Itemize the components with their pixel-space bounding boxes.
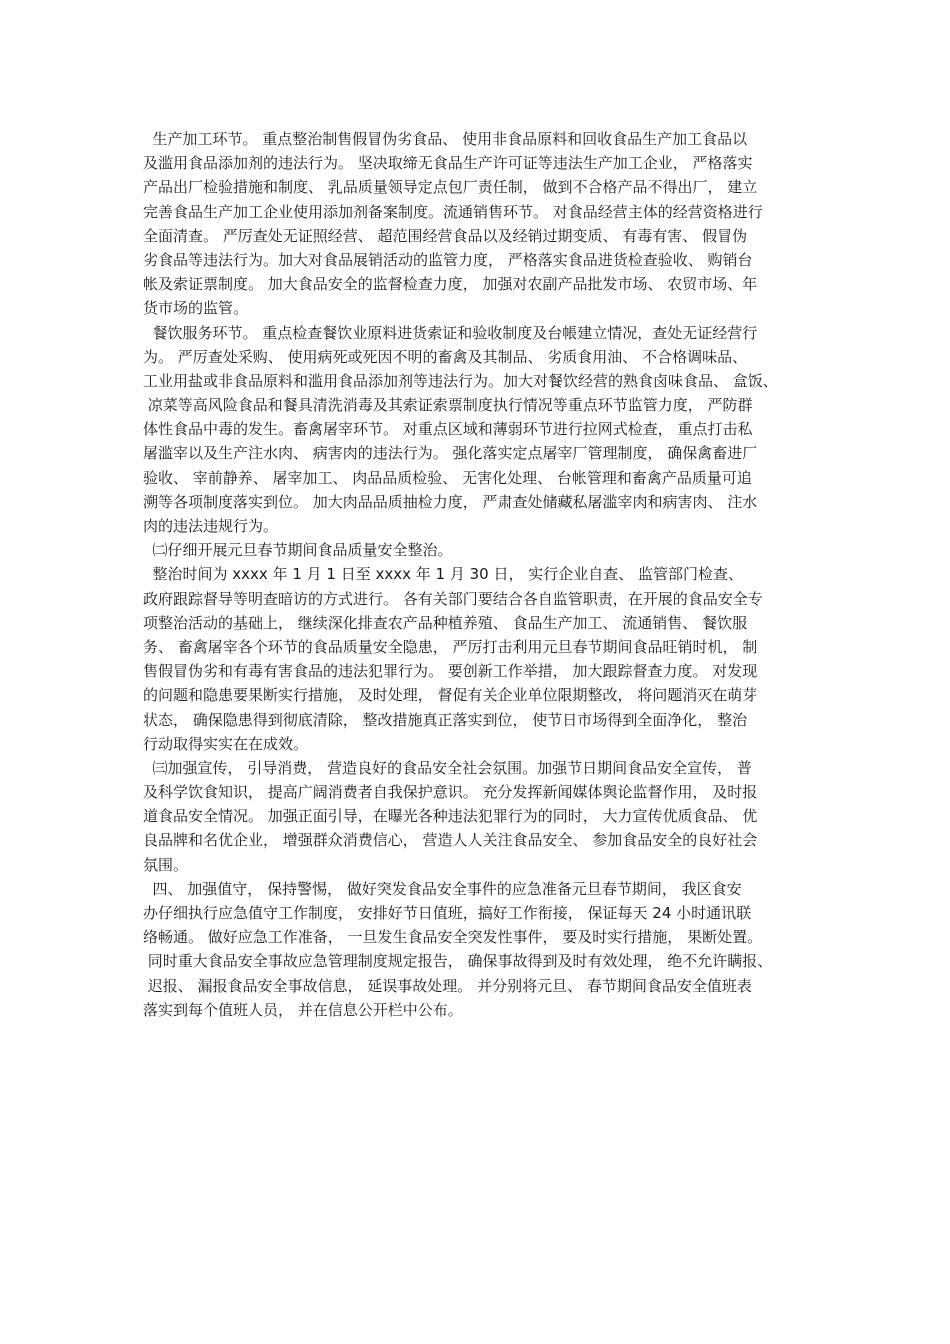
text-line: ㈢加强宣传， 引导消费， 营造良好的食品安全社会氛围。加强节日期间食品安全宣传， 普	[143, 758, 752, 777]
text-line: 同时重大食品安全事故应急管理制度规定报告， 确保事故得到及时有效处理， 绝不允许瞒报、	[143, 952, 773, 971]
text-line: 餐饮服务环节。 重点检查餐饮业原料进货索证和验收制度及台帳建立情况，查处无证经营行	[143, 323, 758, 342]
text-line: 劣食品等违法行为。加大对食品展销活动的监管力度， 严格落实食品进货检查验收、 购销台	[143, 250, 753, 269]
text-line: 溯等各项制度落实到位。 加大肉品品质抽检力度， 严肃查处储藏私屠滥宰肉和病害肉、 注水	[143, 492, 758, 511]
text-line: 完善食品生产加工企业使用添加剂备案制度。流通销售环节。 对食品经营主体的经营资格进行	[143, 202, 763, 221]
text-line: 政府跟踪督导等明查暗访的方式进行。 各有关部门要结合各自监管职责，在开展的食品安全专	[143, 589, 763, 608]
text-line: ㈡仔细开展元旦春节期间食品质量安全整治。	[143, 541, 453, 560]
text-line: 办仔细执行应急值守工作制度， 安排好节日值班，搞好工作衔接， 保证每天 24 小时通讯联	[143, 904, 752, 922]
text-line: 状态， 确保隐患得到彻底清除， 整改措施真正落实到位， 使节日市场得到全面净化， 整治	[143, 710, 748, 729]
text-line: 验收、 宰前静养、 屠宰加工、 肉品品质检验、 无害化处理、 台帐管理和畜禽产品质量可追	[143, 468, 752, 487]
text-line: 氛围。	[143, 855, 189, 874]
text-line: 为。 严厉查处采购、 使用病死或死因不明的畜禽及其制品、 劣质食用油、 不合格调味品、	[143, 347, 748, 366]
document-body	[143, 127, 823, 1022]
text-line: 落实到每个值班人员， 并在信息公开栏中公布。	[143, 1000, 463, 1019]
text-line: 务、 畜禽屠宰各个环节的食品质量安全隐患， 严厉打击利用元旦春节期间食品旺销时机， 制	[143, 637, 758, 656]
text-line: 及滥用食品添加剂的违法行为。 坚决取缔无食品生产许可证等违法生产加工企业， 严格落实	[143, 154, 753, 173]
text-line: 生产加工环节。 重点整治制售假冒伪劣食品、 使用非食品原料和回收食品生产加工食品以	[143, 130, 748, 148]
text-line: 屠滥宰以及生产注水肉、 病害肉的违法行为。 强化落实定点屠宰厂管理制度， 确保禽畜进厂	[143, 444, 758, 463]
text-line: 迟报、 漏报食品安全事故信息， 延误事故处理。 并分别将元旦、 春节期间食品安全值班表	[143, 976, 752, 995]
text-line: 体性食品中毒的发生。畜禽屠宰环节。 对重点区域和薄弱环节进行拉网式检查， 重点打击私	[143, 420, 753, 439]
text-line: 凉菜等高风险食品和餐具清洗消毒及其索证索票制度执行情况等重点环节监管力度， 严防群	[143, 396, 753, 415]
text-line: 络畅通。 做好应急工作准备， 一旦发生食品安全突发性事件， 要及时实行措施， 果断处置。	[143, 928, 763, 947]
text-line: 道食品安全情况。 加强正面引导，在曝光各种违法犯罪行为的同时， 大力宣传优质食品、 优	[143, 807, 758, 826]
text-line: 的问题和隐患要果断实行措施， 及时处理， 督促有关企业单位限期整改， 将问题消灭在萌芽	[143, 686, 758, 705]
text-line: 售假冒伪劣和有毒有害食品的违法犯罪行为。 要创新工作举措， 加大跟踪督查力度。 对发现	[143, 662, 758, 681]
text-line: 四、 加强值守， 保持警惕， 做好突发食品安全事件的应急准备元旦春节期间， 我区食安	[143, 879, 742, 898]
text-line: 全面清查。 严厉查处无证照经营、 超范围经营食品以及经销过期变质、 有毒有害、 假冒伪	[143, 226, 748, 245]
text-line: 项整治活动的基础上， 继续深化排查农产品种植养殖、 食品生产加工、 流通销售、 餐饮服	[143, 613, 748, 632]
text-line: 货市场的监管。	[143, 299, 249, 318]
text-line: 工业用盐或非食品原料和滥用食品添加剂等违法行为。加大对餐饮经营的熟食卤味食品、 盒饭、	[143, 371, 778, 390]
text-line: 整治时间为 xxxx 年 1 月 1 日至 xxxx 年 1 月 30 日， 实行企业自查、 监管部门检查、	[143, 565, 744, 584]
text-line: 良品牌和名优企业， 增强群众消费信心， 营造人人关注食品安全、 参加食品安全的良好社会	[143, 831, 758, 850]
text-line: 及科学饮食知识， 提高广阔消费者自我保护意识。 充分发挥新闻媒体舆论监督作用， 及时报	[143, 783, 758, 802]
text-line: 帐及索证票制度。 加大食品安全的监督检查力度， 加强对农副产品批发市场、 农贸市场、年	[143, 275, 758, 294]
text-line: 行动取得实实在在成效。	[143, 734, 309, 753]
text-line: 肉的违法违规行为。	[143, 517, 279, 535]
text-line: 产品出厂检验措施和制度、 乳品质量领导定点包厂责任制， 做到不合格产品不得出厂， 建立	[143, 178, 758, 197]
